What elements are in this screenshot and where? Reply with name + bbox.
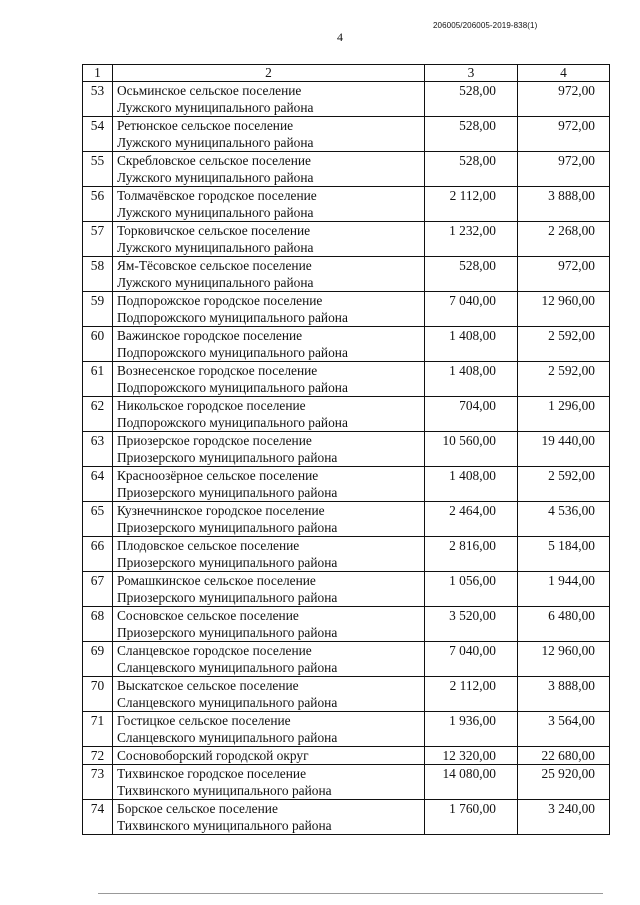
value-column-3: 1 760,00 (425, 800, 518, 835)
settlement-name: Сосновское сельское поселение (117, 608, 299, 623)
table-row (83, 537, 610, 572)
district-name: Лужского муниципального района (117, 275, 314, 290)
settlement-name: Борское сельское поселение (117, 801, 278, 816)
table-row (83, 607, 610, 642)
row-number: 64 (83, 467, 113, 502)
value-column-3: 528,00 (425, 257, 518, 292)
municipality-name (113, 502, 425, 537)
row-number: 71 (83, 712, 113, 747)
municipality-name (113, 765, 425, 800)
value-column-4: 972,00 (518, 117, 610, 152)
municipality-name (113, 327, 425, 362)
table-row (83, 222, 610, 257)
district-name: Приозерского муниципального района (117, 625, 338, 640)
value-column-4: 972,00 (518, 152, 610, 187)
settlement-name: Никольское городское поселение (117, 398, 306, 413)
district-name: Подпорожского муниципального района (117, 380, 348, 395)
municipality-name (113, 292, 425, 327)
table-row (83, 467, 610, 502)
row-number: 61 (83, 362, 113, 397)
settlement-name: Сосновоборский городской округ (117, 748, 309, 763)
value-column-4: 19 440,00 (518, 432, 610, 467)
value-column-4: 972,00 (518, 257, 610, 292)
row-number: 74 (83, 800, 113, 835)
column-header-1: 1 (83, 65, 113, 82)
district-name: Сланцевского муниципального района (117, 730, 338, 745)
value-column-3: 2 112,00 (425, 677, 518, 712)
value-column-3: 1 056,00 (425, 572, 518, 607)
settlement-name: Приозерское городское поселение (117, 433, 312, 448)
value-column-3: 1 408,00 (425, 467, 518, 502)
municipality-name (113, 747, 425, 765)
settlement-name: Сланцевское городское поселение (117, 643, 312, 658)
table-row (83, 712, 610, 747)
table-row (83, 82, 610, 117)
settlement-name: Важинское городское поселение (117, 328, 303, 343)
settlement-name: Скребловское сельское поселение (117, 153, 312, 168)
value-column-3: 12 320,00 (425, 747, 518, 765)
table-row (83, 800, 610, 835)
page-number: 4 (337, 30, 343, 44)
table-row (83, 677, 610, 712)
municipality-name (113, 82, 425, 117)
district-name: Лужского муниципального района (117, 240, 314, 255)
municipality-name (113, 607, 425, 642)
municipality-name (113, 152, 425, 187)
value-column-4: 12 960,00 (518, 642, 610, 677)
row-number: 58 (83, 257, 113, 292)
row-number: 70 (83, 677, 113, 712)
row-number: 62 (83, 397, 113, 432)
municipality-name (113, 642, 425, 677)
value-column-3: 14 080,00 (425, 765, 518, 800)
value-column-4: 3 888,00 (518, 187, 610, 222)
value-column-4: 3 888,00 (518, 677, 610, 712)
table-row (83, 747, 610, 765)
municipality-name (113, 712, 425, 747)
value-column-4: 25 920,00 (518, 765, 610, 800)
municipality-name (113, 537, 425, 572)
table-row (83, 572, 610, 607)
table-row (83, 397, 610, 432)
table-row (83, 765, 610, 800)
table-row (83, 152, 610, 187)
municipality-name (113, 467, 425, 502)
municipality-name (113, 222, 425, 257)
allocation-table (82, 64, 610, 835)
district-name: Тихвинского муниципального района (117, 783, 332, 798)
district-name: Тихвинского муниципального района (117, 818, 332, 833)
municipality-name (113, 397, 425, 432)
settlement-name: Ретюнское сельское поселение (117, 118, 294, 133)
district-name: Лужского муниципального района (117, 170, 314, 185)
page-bottom-rule (98, 893, 603, 894)
row-number: 69 (83, 642, 113, 677)
district-name: Сланцевского муниципального района (117, 695, 338, 710)
district-name: Приозерского муниципального района (117, 590, 338, 605)
value-column-4: 972,00 (518, 82, 610, 117)
table-header (83, 65, 610, 82)
value-column-4: 12 960,00 (518, 292, 610, 327)
settlement-name: Кузнечнинское городское поселение (117, 503, 325, 518)
row-number: 60 (83, 327, 113, 362)
municipality-name (113, 800, 425, 835)
value-column-3: 1 232,00 (425, 222, 518, 257)
row-number: 72 (83, 747, 113, 765)
row-number: 63 (83, 432, 113, 467)
value-column-3: 2 112,00 (425, 187, 518, 222)
value-column-4: 6 480,00 (518, 607, 610, 642)
table-row (83, 362, 610, 397)
table-row (83, 117, 610, 152)
district-name: Приозерского муниципального района (117, 555, 338, 570)
value-column-3: 528,00 (425, 82, 518, 117)
row-number: 56 (83, 187, 113, 222)
value-column-3: 1 936,00 (425, 712, 518, 747)
column-header-4: 4 (518, 65, 610, 82)
district-name: Подпорожского муниципального района (117, 310, 348, 325)
value-column-4: 2 268,00 (518, 222, 610, 257)
column-header-2: 2 (113, 65, 425, 82)
settlement-name: Гостицкое сельское поселение (117, 713, 291, 728)
district-name: Приозерского муниципального района (117, 485, 338, 500)
row-number: 57 (83, 222, 113, 257)
value-column-3: 10 560,00 (425, 432, 518, 467)
row-number: 54 (83, 117, 113, 152)
settlement-name: Ям-Тёсовское сельское поселение (117, 258, 312, 273)
value-column-4: 4 536,00 (518, 502, 610, 537)
value-column-3: 704,00 (425, 397, 518, 432)
value-column-4: 3 564,00 (518, 712, 610, 747)
district-name: Приозерского муниципального района (117, 450, 338, 465)
value-column-4: 3 240,00 (518, 800, 610, 835)
value-column-4: 5 184,00 (518, 537, 610, 572)
table-row (83, 187, 610, 222)
row-number: 65 (83, 502, 113, 537)
district-name: Сланцевского муниципального района (117, 660, 338, 675)
table-body (83, 82, 610, 835)
municipality-name (113, 117, 425, 152)
settlement-name: Ромашкинское сельское поселение (117, 573, 316, 588)
value-column-3: 2 464,00 (425, 502, 518, 537)
table-row (83, 432, 610, 467)
district-name: Подпорожского муниципального района (117, 345, 348, 360)
district-name: Приозерского муниципального района (117, 520, 338, 535)
value-column-3: 7 040,00 (425, 292, 518, 327)
municipality-name (113, 187, 425, 222)
table-row (83, 292, 610, 327)
settlement-name: Торковичское сельское поселение (117, 223, 311, 238)
settlement-name: Красноозёрное сельское поселение (117, 468, 319, 483)
value-column-3: 1 408,00 (425, 362, 518, 397)
municipality-name (113, 572, 425, 607)
settlement-name: Тихвинское городское поселение (117, 766, 307, 781)
table-row (83, 642, 610, 677)
row-number: 73 (83, 765, 113, 800)
municipality-name (113, 432, 425, 467)
value-column-4: 2 592,00 (518, 327, 610, 362)
row-number: 53 (83, 82, 113, 117)
table-row (83, 327, 610, 362)
row-number: 59 (83, 292, 113, 327)
table-row (83, 257, 610, 292)
municipality-name (113, 257, 425, 292)
value-column-4: 1 296,00 (518, 397, 610, 432)
municipality-name (113, 362, 425, 397)
district-name: Подпорожского муниципального района (117, 415, 348, 430)
row-number: 67 (83, 572, 113, 607)
row-number: 55 (83, 152, 113, 187)
value-column-4: 2 592,00 (518, 467, 610, 502)
settlement-name: Плодовское сельское поселение (117, 538, 300, 553)
value-column-3: 1 408,00 (425, 327, 518, 362)
value-column-3: 3 520,00 (425, 607, 518, 642)
row-number: 66 (83, 537, 113, 572)
value-column-3: 528,00 (425, 152, 518, 187)
district-name: Лужского муниципального района (117, 205, 314, 220)
settlement-name: Выскатское сельское поселение (117, 678, 299, 693)
value-column-3: 528,00 (425, 117, 518, 152)
district-name: Лужского муниципального района (117, 135, 314, 150)
value-column-4: 2 592,00 (518, 362, 610, 397)
document-code: 206005/206005-2019-838(1) (433, 21, 538, 30)
value-column-3: 2 816,00 (425, 537, 518, 572)
column-header-3: 3 (425, 65, 518, 82)
municipality-name (113, 677, 425, 712)
table-row (83, 502, 610, 537)
value-column-3: 7 040,00 (425, 642, 518, 677)
value-column-4: 22 680,00 (518, 747, 610, 765)
settlement-name: Толмачёвское городское поселение (117, 188, 317, 203)
district-name: Лужского муниципального района (117, 100, 314, 115)
settlement-name: Подпорожское городское поселение (117, 293, 323, 308)
row-number: 68 (83, 607, 113, 642)
settlement-name: Осьминское сельское поселение (117, 83, 302, 98)
value-column-4: 1 944,00 (518, 572, 610, 607)
settlement-name: Вознесенское городское поселение (117, 363, 318, 378)
